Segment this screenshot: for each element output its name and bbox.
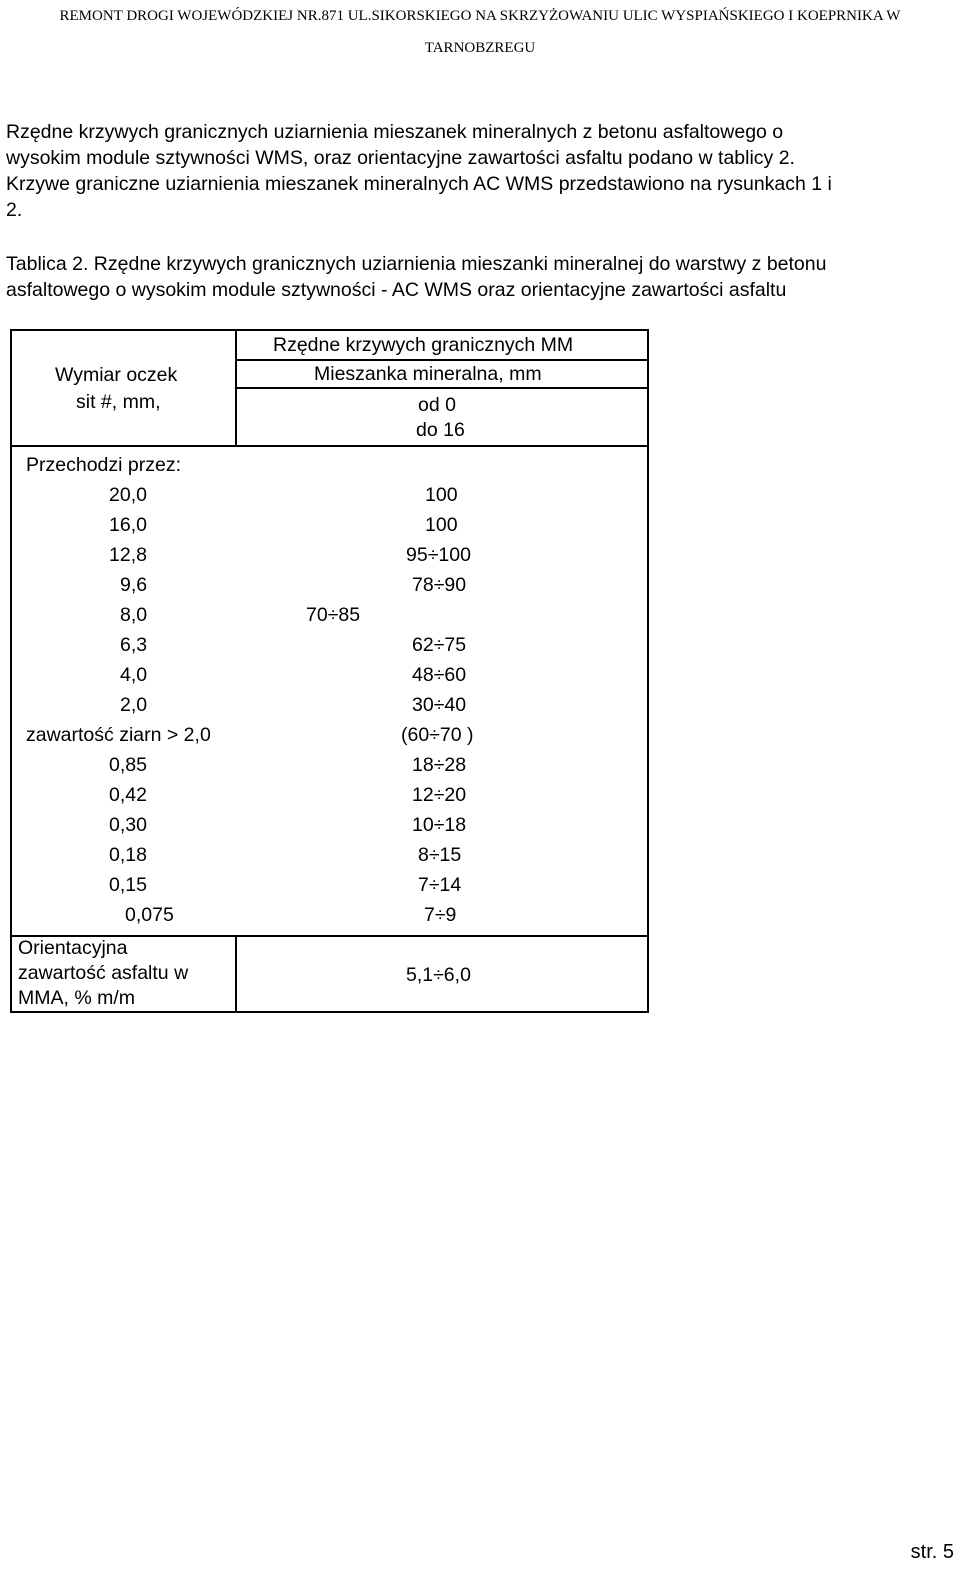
col1-header-line-1: Wymiar oczek xyxy=(55,364,178,386)
sieve-size: 0,85 xyxy=(109,754,147,776)
header-line-1: REMONT DROGI WOJEWÓDZKIEJ NR.871 UL.SIKORSKIEGO NA SKRZYŻOWANIU ULIC WYSPIAŃSKIEGO I KOEPRNIKA W xyxy=(59,8,901,24)
grading-value: 30÷40 xyxy=(412,694,467,716)
sieve-size: 0,075 xyxy=(125,904,174,926)
sieve-size: 0,42 xyxy=(109,784,147,806)
col2-header-top: Rzędne krzywych granicznych MM xyxy=(273,334,574,356)
grading-value: 10÷18 xyxy=(412,814,467,836)
sieve-size: 12,8 xyxy=(109,544,147,566)
grading-value: 78÷90 xyxy=(412,574,467,596)
grading-value: (60÷70 ) xyxy=(401,724,474,746)
sieve-size: 4,0 xyxy=(120,664,148,686)
grading-value: 8÷15 xyxy=(418,844,462,866)
grading-value: 100 xyxy=(425,484,458,506)
table-header-divider-1 xyxy=(235,359,649,361)
col2-header-range-to: do 16 xyxy=(416,419,465,441)
sieve-size: 0,15 xyxy=(109,874,147,896)
page-number: str. 5 xyxy=(910,1541,954,1563)
grading-value: 62÷75 xyxy=(412,634,467,656)
grading-value: 100 xyxy=(425,514,458,536)
sieve-size: 16,0 xyxy=(109,514,147,536)
table-border-right xyxy=(647,329,649,1013)
sieve-size: 6,3 xyxy=(120,634,148,656)
table-border-bottom xyxy=(10,1011,649,1013)
asphalt-label-line-1: Orientacyjna xyxy=(18,937,128,959)
intro-line: Krzywe graniczne uziarnienia mieszanek mineralnych AC WMS przedstawiono na rysunkach 1 i xyxy=(6,173,832,195)
table-caption xyxy=(6,251,951,303)
grading-value: 7÷14 xyxy=(418,874,462,896)
table-header-divider-2 xyxy=(235,387,649,389)
sieve-size: 9,6 xyxy=(120,574,148,596)
table-border-top xyxy=(10,329,649,331)
asphalt-label-line-2: zawartość asfaltu w xyxy=(18,962,189,984)
intro-line: 2. xyxy=(6,199,23,221)
grading-value: 95÷100 xyxy=(406,544,471,566)
sieve-size: 0,18 xyxy=(109,844,147,866)
table-column-divider-bottom xyxy=(235,935,237,1013)
col2-header-range-from: od 0 xyxy=(418,394,456,416)
sieve-size: 20,0 xyxy=(109,484,147,506)
asphalt-label-line-3: MMA, % m/m xyxy=(18,987,135,1009)
header-line-2: TARNOBZREGU xyxy=(424,40,536,56)
col1-header-line-2: sit #, mm, xyxy=(76,391,161,413)
caption-line: asfaltowego o wysokim module sztywności - AC WMS oraz orientacyjne zawartości asfaltu xyxy=(6,279,787,301)
intro-line: wysokim module sztywności WMS, oraz orientacyjne zawartości asfaltu podano w tablicy 2. xyxy=(6,147,795,169)
document-header xyxy=(0,0,960,64)
grading-value: 18÷28 xyxy=(412,754,467,776)
table-header-bottom xyxy=(10,445,649,447)
sieve-size: 2,0 xyxy=(120,694,148,716)
col2-header-mid: Mieszanka mineralna, mm xyxy=(314,363,542,385)
caption-line: Tablica 2. Rzędne krzywych granicznych uziarnienia mieszanki mineralnej do warstwy z betonu xyxy=(6,253,827,275)
intro-line: Rzędne krzywych granicznych uziarnienia mieszanek mineralnych z betonu asfaltowego o xyxy=(6,121,784,143)
table-border-left xyxy=(10,329,12,1013)
grading-value: 12÷20 xyxy=(412,784,467,806)
asphalt-value: 5,1÷6,0 xyxy=(406,964,471,986)
intro-paragraph xyxy=(6,119,951,223)
sieve-size: 0,30 xyxy=(109,814,147,836)
coarse-content-label: zawartość ziarn > 2,0 xyxy=(26,724,211,746)
grading-value: 48÷60 xyxy=(412,664,467,686)
grading-value: 70÷85 xyxy=(306,604,361,626)
pass-label: Przechodzi przez: xyxy=(26,454,181,476)
grading-value: 7÷9 xyxy=(424,904,457,926)
sieve-size: 8,0 xyxy=(120,604,148,626)
